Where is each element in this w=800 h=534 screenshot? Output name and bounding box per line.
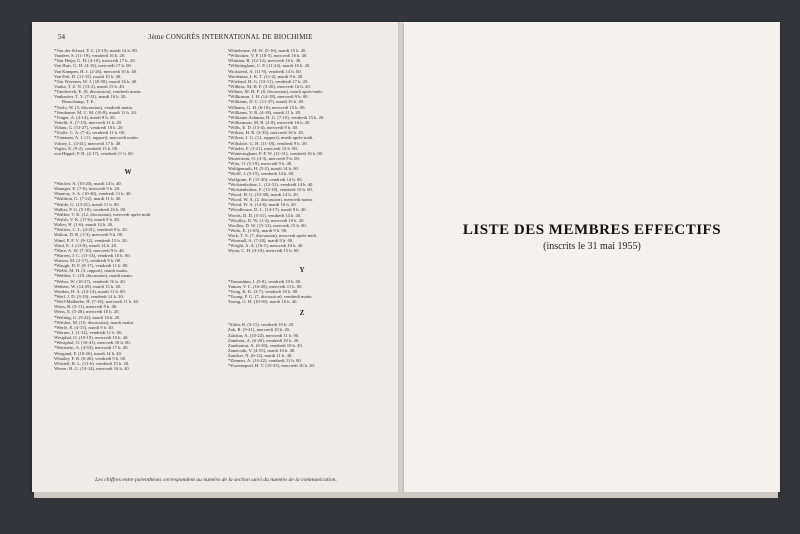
- member-entry: *Vendrame, M. C. M. (10-8), mardi 11 h. 20.: [54, 109, 137, 115]
- member-entry: *Young, F. G. (7, discussion), vendredi matin.: [228, 294, 313, 300]
- member-entry: *Weil-Malherbe, H. (7-16), mercredi 11 h. 40.: [54, 299, 140, 305]
- member-entry: *Walker, T. K. (12, discussion), mercredi après-midi.: [54, 211, 152, 217]
- member-entry: *Whittingham, C. P. (11-24), mardi 16 h. 20.: [228, 63, 311, 69]
- member-entry: *Vintanen, A. I. (11, rapport), mercredi matin.: [54, 135, 139, 141]
- member-entry: Webster, W. (14-29), mardi 15 h. 20.: [54, 283, 122, 289]
- member-entry: *Wormall, A. (7-20), mardi 9 h. 00.: [228, 238, 294, 244]
- member-entry: Winterstein, O. (4-3), mercredi 9 h. 00.: [228, 155, 300, 161]
- section-letter-w: W: [124, 167, 132, 176]
- member-entry: Wynn, C. H. (4-19), mercredi 15 h. 00.: [228, 248, 300, 254]
- member-entry: Ward, E. J. (13-8), mardi 14 h. 20.: [54, 242, 118, 248]
- member-entry: Volney, L. (3-41), mercredi 17 h. 40.: [54, 140, 122, 146]
- footnote: Les chiffres entre parenthèses correspondent au numéro de la section suivi du numéro de la communication.: [95, 477, 337, 483]
- column-right: [228, 48, 376, 369]
- member-entry: *Wacker, A. (10-20), mardi 14 h. 40.: [54, 180, 122, 186]
- member-entry: *Webber, C. (10, discussion), mardi matin.: [54, 273, 133, 279]
- member-entry: *Winteringham, F. P. W. (11-31), vendredi 16 h. 00.: [228, 150, 324, 156]
- member-entry: *Waugh, D. F. (9-17), vendredi 11 h. 00.: [54, 263, 129, 269]
- member-entry: *Walde, G. (13-21), mardi 11 h. 00.: [54, 201, 120, 207]
- member-entry: Wieser, H. G. (14-14), mercredi 16 h. 40.: [54, 366, 130, 372]
- member-entry: Weygand, F. (10-26), mardi 14 h. 40.: [54, 350, 123, 356]
- member-entry: Walker, P. G. (5-18), vendredi 16 h. 00.: [54, 206, 127, 212]
- member-entry: *Williams, V. R. (4-18), mardi 11 h. 20.: [228, 109, 302, 115]
- member-entry: Villani, G. (11-27), vendredi 10 h. 20.: [54, 125, 124, 131]
- member-entry: *Weil, J. D. (3-19), vendredi 14 h. 20.: [54, 294, 124, 300]
- member-entry: Vanbartier, T. V. (7-31), mardi 16 h. 20.: [54, 94, 127, 100]
- right-page: [404, 22, 780, 492]
- running-title: 3ème CONGRÈS INTERNATIONAL DE BIOCHIMIE: [148, 33, 313, 41]
- member-entry: Vettelli, A. (7-13), mercredi 11 h. 20.: [54, 119, 123, 125]
- member-entry: von Hippel, P. H. (2-17), vendredi 11 h. 00.: [54, 150, 134, 156]
- member-entry: *Wolstenholme, F. (13-18), vendredi 10 h. 00.: [228, 186, 313, 192]
- member-entry: Zamboni, A. (6-20), vendredi 10 h. 20.: [228, 337, 300, 343]
- member-entry: *Williamson, M. B. (2-8), mercredi 16 h. 20.: [228, 119, 311, 125]
- member-entry: Westphal, O. (10-19), mercredi 15 h. 40.: [54, 335, 129, 341]
- member-entry: *Wilkins, M. H. F. (3-26), mercredi 16 h. 20.: [228, 83, 311, 89]
- member-entry: *Winder, F. (1-21), mercredi 15 h. 00.: [228, 145, 298, 151]
- member-entry: *Violle, C. A. (7-4), vendredi 11 h. 00.: [54, 130, 126, 136]
- member-entry: Waanray, S. A. (10-40), vendredi 11 h. 40.: [54, 191, 132, 197]
- member-entry: Wicksteed, A. (11-9), vendredi 14 h. 00.: [228, 68, 302, 74]
- column-left: [54, 48, 202, 371]
- member-entry: *Williams-Ashman, H. G. (7-10), vendredi 15 h. 20.: [228, 114, 325, 120]
- member-entry: Vandeer, S. (11-19), vendredi 16 h. 20.: [54, 53, 126, 59]
- member-entry: Wiedeman, I. K. T. (11-2), mardi 9 h. 20.: [228, 73, 304, 79]
- member-entry: Van Pelt, D. (11-15), mardi 10 h. 40.: [54, 73, 122, 79]
- member-entry: *Wolff, J. (5-15), vendredi 14 h. 00.: [228, 171, 295, 177]
- member-entry: Wilkins, M. H. F. (8, discussion), mardi après-midi.: [228, 89, 323, 95]
- member-entry: *Werle, E. (4-15), mardi 9 h. 40.: [54, 324, 114, 330]
- section-letter-z: Z: [299, 309, 305, 318]
- member-entry: Van Kampen, H. J. (2-26), mercredi 10 h. 40.: [54, 68, 138, 74]
- member-entry: Woolley, D. W. (15-12), mercredi 15 h. 00.: [228, 222, 307, 228]
- member-entry: Young, G. H. (10-50), mardi 16 h. 40.: [228, 299, 298, 305]
- member-entry: *Wright, A. A. (16-1), mercredi 10 h. 40.: [228, 243, 304, 249]
- member-entry: *Wilson, J. G. (12, rapport), mardi après-midi.: [228, 135, 314, 141]
- member-entry: Whatley, F. R. (6-26), vendredi 9 h. 00.: [54, 355, 127, 361]
- member-entry: Woods, D. D. (5-31), vendredi 14 h. 40.: [228, 212, 302, 218]
- section-letter-y: Y: [299, 265, 305, 274]
- member-entry: *Wiss, O. (5-19), mercredi 9 h. 40.: [228, 161, 293, 167]
- member-entry: Walton, D. R. (1-3), mercredi 9 h. 00.: [54, 232, 124, 238]
- member-entry: *Ware, A. W. (7-10), mercredi 9 h. 40.: [54, 247, 125, 253]
- members-list-title: LISTE DES MEMBRES EFFECTIFS: [462, 222, 722, 238]
- member-entry: Yaman, V. L. (16-28), mercredi 11 h. 00.: [228, 283, 303, 289]
- member-entry: *Werner, I. (1-12), vendredi 11 h. 00.: [54, 330, 123, 336]
- member-entry: *Wood, H. G. (10-38), mardi 14 h. 20.: [228, 191, 299, 197]
- member-entry: Vogler, E. (9-2), vendredi 15 h. 00.: [54, 145, 119, 151]
- member-entry: *Zwaenepoel, H. T. (10-35), mercredi 16 h. 20.: [228, 363, 315, 369]
- left-page: [32, 22, 400, 492]
- member-entry: *Wettstein, A. (4-53), mercredi 17 h. 40.: [54, 345, 129, 351]
- member-entry: Zaucker, N. (6-12), mardi 11 h. 40.: [228, 353, 293, 359]
- member-entry: *Weber, W. (10-27), vendredi 16 h. 40.: [54, 278, 126, 284]
- member-entry: *Wills, E. D. (13-4), mercredi 9 h. 40.: [228, 125, 299, 131]
- member-entry: *Whittaker, V. P. (10-5), mercredi 16 h. 40.: [228, 53, 308, 59]
- member-entry: Zalokar, A. (10-22), mercredi 11 h. 00.: [228, 332, 300, 338]
- member-entry: *Weldon, M. (10, discussion), mardi matin.: [54, 319, 135, 325]
- member-entry: *Vandervelt, E. (8, discussion), vendredi matin.: [54, 89, 142, 95]
- member-entry: *Zimmer, A. (14-22), vendredi 11 h. 00.: [228, 358, 302, 364]
- member-entry: Weeden, H. A. (13-14), mardi 11 h. 00.: [54, 288, 126, 294]
- member-entry: *Wood, W. A. (2, discussion), mercredi matin.: [228, 197, 314, 203]
- member-entry: Weiss, E. (5-26), mercredi 10 h. 20.: [54, 309, 120, 315]
- member-entry: *Work, E. (1-65), mardi 9 h. 00.: [228, 227, 288, 233]
- member-entry: *Van Heijn, G. H. (4-10), mercredi 17 h. 20.: [54, 58, 136, 64]
- member-entry: Zamecnik, V. (4-55), mardi 10 h. 40.: [228, 348, 296, 354]
- member-entry: Williams, G. H. (6-10), mercredi 15 h. 00.: [228, 104, 306, 110]
- member-entry: *Veelo, W. (5, discussion), vendredi matin.: [54, 104, 134, 110]
- member-entry: Weiss, B. (3-11), mercredi 9 h. 40.: [54, 304, 118, 310]
- member-entry: *Wiltshire, G. H. (11-18), vendredi 9 h. 20.: [228, 140, 308, 146]
- member-entry: *Warren, J. C. (11-14), vendredi 10 h. 00.: [54, 252, 131, 258]
- member-entry: *Van Waveren, W. J. (10-58), mardi 16 h. 40.: [54, 78, 138, 84]
- member-entry: Wolfgram, F. (15-20), vendredi 14 h. 00.: [228, 176, 303, 182]
- member-entry: *Waldron, G. (7-22), mardi 11 h. 40.: [54, 196, 122, 202]
- member-entry: *Wolstenholme, L. (12-31), vendredi 14 h. 40.: [228, 181, 314, 187]
- member-entry: *Van der Schaaf, P. C. (2-10), mardi 14 h. 00.: [54, 48, 138, 53]
- member-entry: Van Huis, G. H. (4-10), mercredi 17 h. 00.: [54, 63, 132, 69]
- member-entry: *Wilkinson, J. H. (14-18), mercredi 9 h. 00.: [228, 94, 309, 100]
- members-list-subtitle: (inscrits le 31 mai 1955): [543, 241, 641, 252]
- member-entry: Whittam, R. (12-12), mercredi 16 h. 40.: [228, 58, 302, 64]
- member-entry: *Zahn, R. (3-11), vendredi 10 h. 20.: [228, 322, 295, 328]
- member-entry: *Williams, D. C. (11-37), mardi 10 h. 40.: [228, 99, 305, 105]
- member-entry: Waanger, E. (7-6), mercredi 9 h. 20.: [54, 186, 121, 192]
- member-entry: Work, T. S. (7, discussion), mercredi après-midi.: [228, 233, 318, 239]
- member-entry: *Welting, G. (5-22), mardi 16 h. 20.: [54, 314, 121, 320]
- member-entry: Watson, M. (2-17), vendredi 9 h. 00.: [54, 258, 122, 264]
- member-entry: *Vinger, A. (4-14), mardi 9 h. 20.: [54, 114, 116, 120]
- member-entry: *Webb, M. H. (3, rapport), mardi matin.: [54, 268, 128, 274]
- member-entry: Zak, R. (9-41), mercredi 10 h. 20.: [228, 327, 291, 333]
- member-entry: Walter, H. (1-6), mardi 14 h. 40.: [54, 222, 114, 228]
- member-entry: *Yamashina, I. (5-8), vendredi 10 h. 00.: [228, 278, 302, 284]
- member-entry: *Wieland, H. G. (13-11), vendredi 17 h. 20.: [228, 78, 309, 84]
- member-entry: *Wilson, H. R. (3-33), mercredi 16 h. 20.: [228, 130, 304, 136]
- member-entry: *Woodhouse, D. L. (14-17), mardi 9 h. 40.: [228, 207, 307, 213]
- member-entry: *Wood, W. A. (14-6), mardi 10 h. 20.: [228, 202, 297, 208]
- member-entry: *Woolley, D. W. (1-4), mercredi 10 h. 20.: [228, 217, 305, 223]
- member-entry: *Yong, K. K. (3-7), vendredi 10 h. 00.: [228, 288, 299, 294]
- page-number: 54: [58, 33, 65, 41]
- member-entry: *Walsh, V. K. (17-6), mardi 9 h. 40.: [54, 216, 120, 222]
- member-entry: *Walters, C. L. (4-41), vendredi 9 h. 20.: [54, 227, 128, 233]
- member-entry: Wohlgemuth, H. (5-2), mardi 14 h. 00.: [228, 166, 299, 172]
- member-entry: Whitehouse, M. W. (5-16), mardi 15 h. 20.: [228, 48, 307, 53]
- member-entry: *Westphal, O. (10-41), mercredi 10 h. 00.: [54, 340, 131, 346]
- member-entry: Vanha, T. Z. N. (13-2), mardi 15 h. 40.: [54, 83, 125, 89]
- member-entry: Wand, P. F. V. (9-12), vendredi 15 h. 20.: [54, 237, 128, 243]
- member-entry: Beauchamp, T. E.: [62, 99, 95, 105]
- page-edge: [34, 492, 778, 498]
- member-entry: Whistell, R. L. (11-6), vendredi 15 h. 20.: [54, 360, 130, 366]
- member-entry: Zambonini, A. (6-30), vendredi 10 h. 40.: [228, 342, 303, 348]
